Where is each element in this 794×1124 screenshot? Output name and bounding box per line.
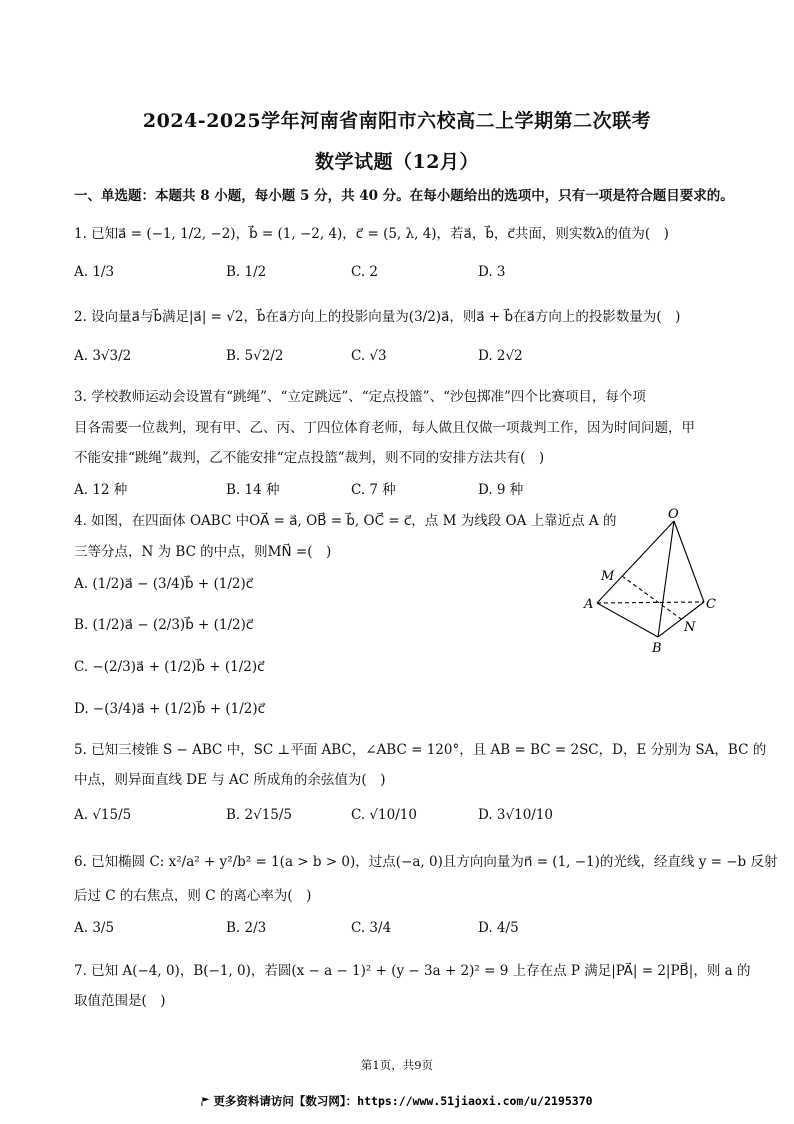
footer-ad[interactable]	[0, 1093, 794, 1109]
question-7-stem-line-2: 取值范围是( )	[74, 993, 166, 1009]
question-5-stem-line-2: 中点，则异面直线 DE 与 AC 所成角的余弦值为( )	[74, 772, 386, 788]
question-5-option-c: C. √10/10	[351, 807, 417, 823]
question-2-option-d: D. 2√2	[478, 348, 523, 364]
question-3-stem-line-2: 目各需要一位裁判，现有甲、乙、丙、丁四位体育老师，每人做且仅做一项裁判工作，因为时间问题，甲	[74, 420, 695, 436]
label-c: C	[706, 597, 716, 612]
label-a: A	[584, 597, 594, 612]
page-subtitle: 数学试题（12月）	[315, 151, 479, 173]
label-m: M	[601, 569, 615, 584]
question-1-option-a: A. 1/3	[74, 264, 115, 280]
question-1-stem: 1. 已知a⃗ = (−1, 1/2, −2)，b⃗ = (1, −2, 4)，c⃗ = (5, λ, 4)，若a⃗，b⃗，c⃗共面，则实数λ的值为( )	[74, 226, 669, 242]
question-1-option-b: B. 1/2	[226, 264, 267, 280]
section-heading: 一、单选题：本题共 8 小题，每小题 5 分，共 40 分。在每小题给出的选项中，只有一项是符合题目要求的。	[74, 188, 734, 204]
question-3-stem-line-3: 不能安排“跳绳”裁判，乙不能安排“定点投篮”裁判，则不同的安排方法共有( )	[74, 450, 545, 466]
label-b: B	[652, 641, 662, 656]
page-title: 2024-2025学年河南省南阳市六校高二上学期第二次联考	[142, 110, 652, 132]
question-4-stem-line-1: 4. 如图，在四面体 OABC 中OA⃗ = a⃗, OB⃗ = b⃗, OC⃗ = c⃗，点 M 为线段 OA 上靠近点 A 的	[74, 513, 617, 529]
question-2-option-c: C. √3	[351, 348, 387, 364]
question-7-stem-line-1: 7. 已知 A(−4, 0)，B(−1, 0)，若圆(x − a − 1)² + (y − 3a + 2)² = 9 上存在点 P 满足|PA⃗| = 2|PB⃗|，则 a 的	[74, 963, 751, 979]
question-3-option-c: C. 7 种	[351, 482, 396, 498]
label-o: O	[668, 507, 679, 522]
tetrahedron-figure	[578, 500, 728, 665]
question-3-option-a: A. 12 种	[74, 482, 128, 498]
question-4-option-b: B. (1/2)a⃗ − (2/3)b⃗ + (1/2)c⃗	[74, 617, 254, 633]
question-6-stem-line-2: 后过 C 的右焦点，则 C 的离心率为( )	[74, 888, 312, 904]
edge-bc	[658, 602, 704, 637]
segment-mn	[622, 576, 681, 619]
question-6-option-d: D. 4/5	[478, 920, 519, 936]
question-2-option-a: A. 3√3/2	[74, 348, 132, 364]
edge-ob	[658, 521, 674, 637]
question-5-option-d: D. 3√10/10	[478, 807, 554, 823]
question-6-stem-line-1: 6. 已知椭圆 C: x²/a² + y²/b² = 1(a > b > 0)，过点(−a, 0)且方向向量为n⃗ = (1, −1)的光线，经直线 y = −b 反射	[74, 854, 778, 870]
question-3-stem-line-1: 3. 学校教师运动会设置有“跳绳”、“立定跳远”、“定点投篮”、“沙包掷准”四个比赛项目，每个项	[74, 389, 646, 405]
question-5-option-b: B. 2√15/5	[226, 807, 293, 823]
label-n: N	[684, 620, 696, 635]
question-4-option-d: D. −(3/4)a⃗ + (1/2)b⃗ + (1/2)c⃗	[74, 701, 266, 717]
question-3-option-b: B. 14 种	[226, 482, 280, 498]
question-6-option-b: B. 2/3	[226, 920, 267, 936]
flag-icon	[201, 1097, 209, 1106]
question-6-option-a: A. 3/5	[74, 920, 115, 936]
question-5-option-a: A. √15/5	[74, 807, 132, 823]
footer-ad-link[interactable]: https://www.51jiaoxi.com/u/2195370	[357, 1094, 593, 1108]
question-2-stem: 2. 设向量a⃗与b⃗满足|a⃗| = √2，b⃗在a⃗方向上的投影向量为(3/2)a⃗，则a⃗ + b⃗在a⃗方向上的投影数量为( )	[74, 309, 681, 325]
edge-oc	[674, 521, 704, 602]
question-4-stem-line-2: 三等分点，N 为 BC 的中点，则MN⃗ =( )	[74, 544, 332, 560]
question-4-option-c: C. −(2/3)a⃗ + (1/2)b⃗ + (1/2)c⃗	[74, 659, 265, 675]
question-2-option-b: B. 5√2/2	[226, 348, 284, 364]
question-3-option-d: D. 9 种	[478, 482, 524, 498]
edge-ab	[597, 603, 658, 637]
page-number: 第1页，共9页	[360, 1058, 434, 1072]
question-5-stem-line-1: 5. 已知三棱锥 S − ABC 中，SC ⊥平面 ABC，∠ABC = 120°，且 AB = BC = 2SC，D，E 分别为 SA，BC 的	[74, 742, 767, 758]
question-1-option-c: C. 2	[351, 264, 379, 280]
edge-oa	[597, 521, 674, 603]
footer-ad-text: 更多资料请访问【数习网】：	[213, 1094, 358, 1108]
question-4-option-a: A. (1/2)a⃗ − (3/4)b⃗ + (1/2)c⃗	[74, 576, 254, 592]
question-6-option-c: C. 3/4	[351, 920, 392, 936]
edge-ac-hidden	[597, 602, 704, 603]
question-1-option-d: D. 3	[478, 264, 506, 280]
